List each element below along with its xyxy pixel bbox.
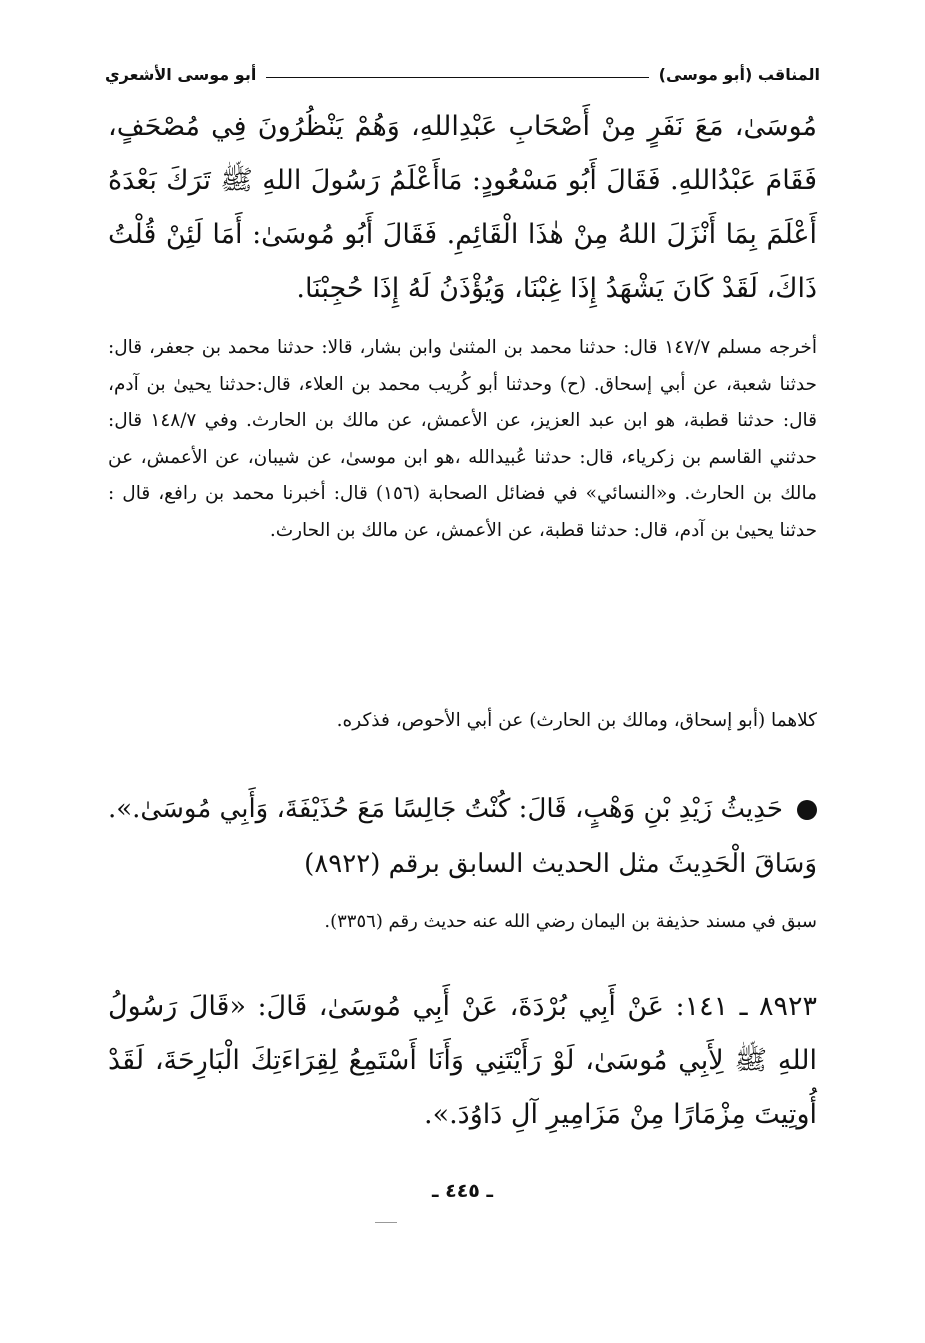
main-hadith-paragraph: مُوسَىٰ، مَعَ نَفَرٍ مِنْ أَصْحَابِ عَبْدِاللهِ، وَهُمْ يَنْظُرُونَ فِي مُصْحَفٍ، فَقَامَ عَبْدُاللهِ. فَقَالَ أَبُو مَسْعُودٍ: مَاأَعْلَمُ رَسُولَ اللهِ ﷺ تَرَكَ بَعْدَهُ أَعْلَمَ بِمَا أَنْزَلَ اللهُ مِنْ هٰذَا الْقَائِمِ. فَقَالَ أَبُو مُوسَىٰ: أَمَا لَئِنْ قُلْتُ ذَاكَ، لَقَدْ كَانَ يَشْهَدُ إِذَا غِبْنَا، وَيُؤْذَنُ لَهُ إِذَا حُجِبْنَا. [108,111,817,304]
next-hadith-text: ٨٩٢٣ ـ ١٤١: عَنْ أَبِي بُرْدَةَ، عَنْ أَبِي مُوسَىٰ، قَالَ: «قَالَ رَسُولُ اللهِ ﷺ لِأَبِي مُوسَىٰ، لَوْ رَأَيْتَنِي وَأَنَا أَسْتَمِعُ لِقِرَاءَتِكَ الْبَارِحَةَ، لَقَدْ أُوتِيتَ مِزْمَارًا مِنْ مَزَامِيرِ آلِ دَاوُدَ.». [108,991,817,1130]
footer-mark [375,1222,397,1223]
takhrij-block [108,330,817,549]
page-number: ـ ٤٤٥ ـ [431,1180,493,1202]
header-book-title: أبو موسى الأشعري [105,64,257,84]
next-hadith-block [108,980,817,1142]
takhrij-note: كلاهما (أبو إسحاق، ومالك بن الحارث) عن أبي الأحوص، فذكره. [336,710,817,731]
takhrij-paragraph: أخرجه مسلم ١٤٧/٧ قال: حدثنا محمد بن المثنىٰ وابن بشار، قالا: حدثنا محمد بن جعفر، قال: حدثنا شعبة، عن أبي إسحاق. (ح) وحدثنا أبو كُريب محمد بن العلاء، قال:حدثنا يحيىٰ بن آدم، قال: حدثنا قطبة، هو ابن عبد العزيز، عن الأعمش، عن مالك بن الحارث. وفي ١٤٨/٧ قال: حدثني القاسم بن زكرياء، قال: حدثنا عُبيدالله ،هو ابن موسىٰ، عن شيبان، عن الأعمش، عن مالك بن الحارث. و«النسائي» في فضائل الصحابة (١٥٦) قال: أخبرنا محمد بن رافع، قال : حدثنا يحيىٰ بن آدم، قال: حدثنا قطبة، عن الأعمش، عن مالك بن الحارث. [108,337,818,541]
running-header [105,60,820,88]
header-section-title: المناقب (أبو موسى) [658,64,820,84]
takhrij-note-block [108,703,817,739]
reference-note: سبق في مسند حذيفة بن اليمان رضي الله عنه حديث رقم (٣٣٥٦). [324,911,817,932]
hadith-reference-text: حَدِيثُ زَيْدِ بْنِ وَهْبٍ، قَالَ: كُنْتُ جَالِسًا مَعَ حُذَيْفَةَ، وَأَبِي مُوسَىٰ.». وَسَاقَ الْحَدِيثَ مثل الحديث السابق برقم (٨٩٢٢) [108,794,817,879]
bullet-icon [797,800,817,820]
reference-note-block [108,904,817,940]
main-hadith-text [108,100,817,316]
hadith-reference-block [108,782,817,892]
header-rule [266,77,648,78]
